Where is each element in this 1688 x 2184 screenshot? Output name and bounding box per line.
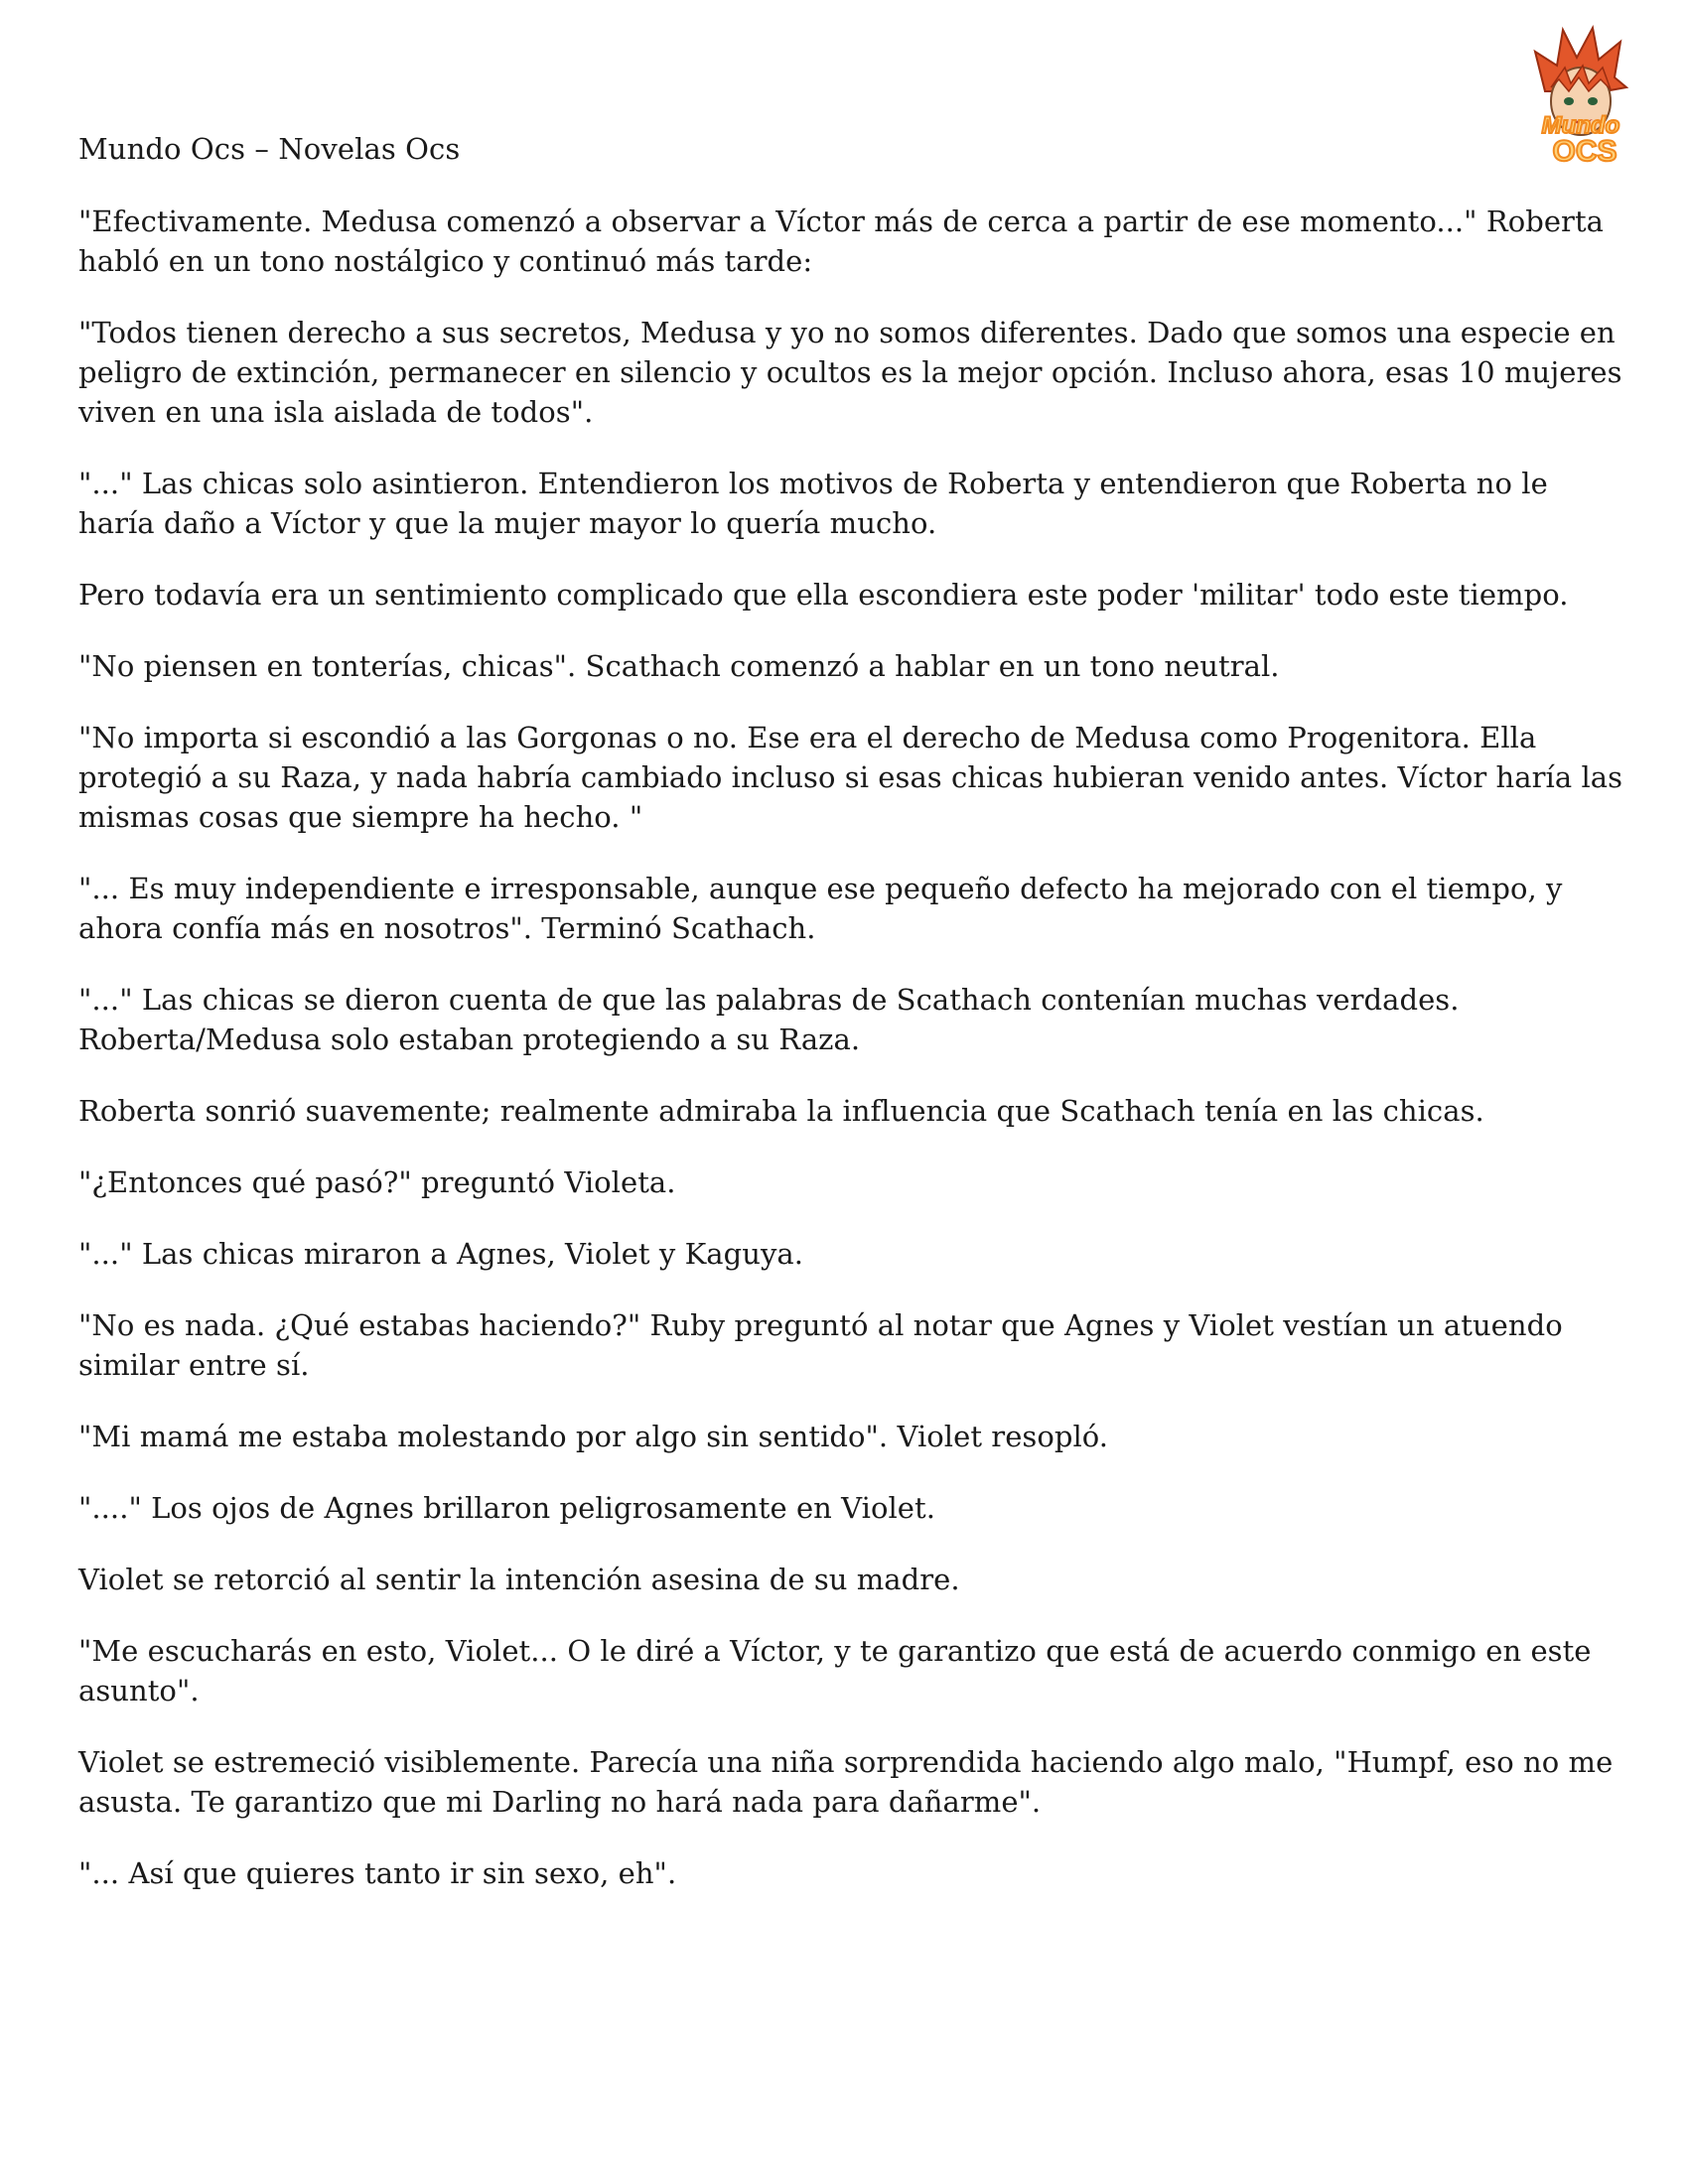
site-logo (1505, 22, 1654, 171)
paragraph: Violet se retorció al sentir la intención asesina de su madre. (78, 1563, 960, 1596)
paragraph: "..." Las chicas solo asintieron. Entendieron los motivos de Roberta y entendieron que Roberta no le haría daño a Víctor y que la mujer mayor lo quería mucho. (78, 467, 1548, 540)
paragraph: "Mi mamá me estaba molestando por algo sin sentido". Violet resopló. (78, 1420, 1109, 1453)
paragraph: "..." Las chicas se dieron cuenta de que las palabras de Scathach contenían muchas verdades. Roberta/Medusa solo estaban protegiendo a su Raza. (78, 983, 1460, 1056)
paragraph: "Me escucharás en esto, Violet... O le diré a Víctor, y te garantizo que está de acuerdo conmigo en este asunto". (78, 1634, 1592, 1707)
logo-text-bottom: OCS (1552, 135, 1618, 168)
paragraph: "No piensen en tonterías, chicas". Scathach comenzó a hablar en un tono neutral. (78, 649, 1280, 683)
paragraph: Roberta sonrió suavemente; realmente admiraba la influencia que Scathach tenía en las chicas. (78, 1094, 1484, 1128)
body-text (78, 202, 1627, 1925)
logo-text-top: Mundo (1541, 112, 1620, 139)
paragraph: "..." Las chicas miraron a Agnes, Violet y Kaguya. (78, 1237, 804, 1271)
paragraph: Pero todavía era un sentimiento complicado que ella escondiera este poder 'militar' todo este tiempo. (78, 578, 1569, 612)
paragraph: "No importa si escondió a las Gorgonas o no. Ese era el derecho de Medusa como Progenitora. Ella protegió a su Raza, y nada habría cambiado incluso si esas chicas hubieran venido antes. Víctor haría las mismas cosas que siempre ha hecho. " (78, 721, 1623, 834)
page-header: Mundo Ocs – Novelas Ocs (78, 132, 461, 166)
paragraph: "Efectivamente. Medusa comenzó a observar a Víctor más de cerca a partir de ese momento..." Roberta habló en un tono nostálgico y continuó más tarde: (78, 205, 1605, 278)
paragraph: "... Así que quieres tanto ir sin sexo, eh". (78, 1856, 677, 1890)
paragraph: "No es nada. ¿Qué estabas haciendo?" Ruby preguntó al notar que Agnes y Violet vestían un atuendo similar entre sí. (78, 1308, 1563, 1382)
paragraph: "Todos tienen derecho a sus secretos, Medusa y yo no somos diferentes. Dado que somos una especie en peligro de extinción, permanecer en silencio y ocultos es la mejor opción. Incluso ahora, esas 10 mujeres viven en una isla aislada de todos". (78, 316, 1622, 429)
paragraph: "¿Entonces qué pasó?" preguntó Violeta. (78, 1165, 676, 1199)
paragraph: "...." Los ojos de Agnes brillaron peligrosamente en Violet. (78, 1491, 935, 1525)
paragraph: "... Es muy independiente e irresponsable, aunque ese pequeño defecto ha mejorado con el tiempo, y ahora confía más en nosotros". Terminó Scathach. (78, 872, 1563, 945)
paragraph: Violet se estremeció visiblemente. Parecía una niña sorprendida haciendo algo malo, "Humpf, eso no me asusta. Te garantizo que mi Darling no hará nada para dañarme". (78, 1745, 1614, 1819)
